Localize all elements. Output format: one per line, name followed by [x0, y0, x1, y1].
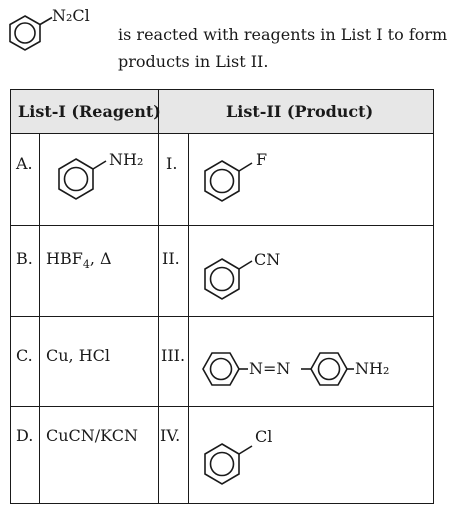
aniline-nh2-label: NH₂ [109, 150, 144, 169]
fluoro-group-label: F [256, 150, 268, 169]
intro-line-2: products in List II. [118, 52, 269, 71]
aminoazobenzene-structure [188, 316, 438, 406]
amino-group-label: NH₂ [355, 359, 390, 378]
row-b-numeral: II. [162, 249, 180, 268]
row-b-label: B. [16, 249, 33, 268]
intro-line-1: is reacted with reagents in List I to form [118, 25, 448, 44]
row-d-label: D. [16, 426, 34, 445]
row-c-numeral: III. [161, 346, 186, 365]
row-d-reagent: CuCN/KCN [46, 426, 138, 445]
list2-header: List-II (Product) [226, 102, 374, 121]
column-divider-main [158, 89, 159, 504]
row-a-label: A. [16, 154, 33, 173]
aniline-structure [40, 133, 158, 225]
row-c-reagent: Cu, HCl [46, 346, 111, 365]
row-d-numeral: IV. [160, 426, 181, 445]
row-c-label: C. [16, 346, 33, 365]
chloro-group-label: Cl [255, 427, 273, 446]
fluorobenzene-structure [188, 133, 308, 225]
azo-group-label: N=N [249, 359, 291, 378]
chlorobenzene-structure [188, 406, 308, 504]
row-b-reagent: $HBF_4$, Δ [46, 249, 112, 272]
benzonitrile-structure [188, 225, 308, 317]
list1-header: List-I (Reagent) [18, 102, 161, 121]
reactant-group-label: N₂Cl [52, 6, 90, 25]
row-a-numeral: I. [166, 154, 178, 173]
nitrile-group-label: CN [254, 250, 281, 269]
